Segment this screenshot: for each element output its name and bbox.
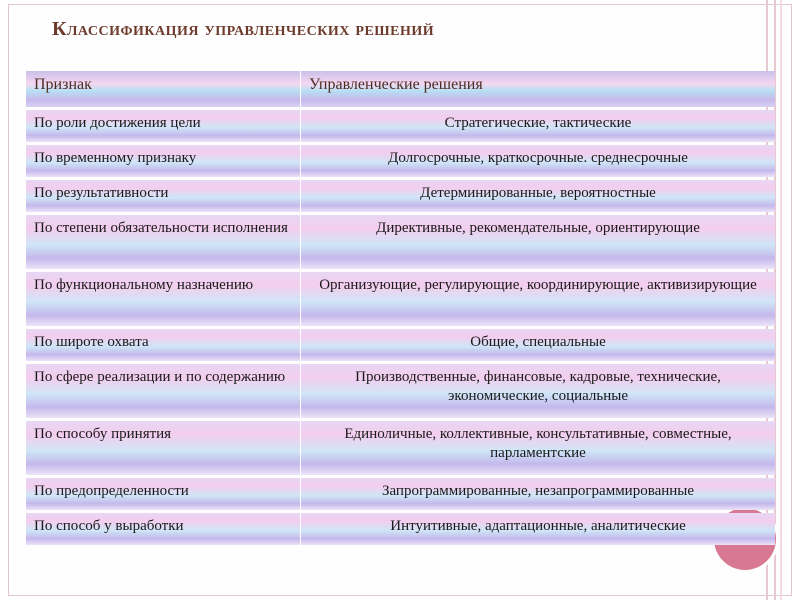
table-row [26,110,775,142]
header-criterion: Признак [26,71,301,107]
criterion-cell: По роли достижения цели [26,110,301,142]
criterion-cell: По временному признаку [26,145,301,177]
header-decisions: Управленческие решения [301,71,775,107]
decisions-cell: Общие, специальные [301,329,775,361]
decisions-cell: Производственные, финансовые, кадровые, технические, экономические, социальные [301,364,775,418]
table-row [26,478,775,510]
table-row [26,329,775,361]
decisions-cell: Запрограммированные, незапрограммированные [301,478,775,510]
criterion-cell: По способу принятия [26,421,301,475]
decisions-cell: Директивные, рекомендательные, ориентирующие [301,215,775,269]
table-row [26,272,775,326]
table-row [26,513,775,545]
criterion-cell: По результативности [26,180,301,212]
table-row [26,215,775,269]
criterion-cell: По широте охвата [26,329,301,361]
table-row [26,145,775,177]
table-row [26,364,775,418]
classification-table [26,68,775,548]
criterion-cell: По функциональному назначению [26,272,301,326]
decisions-cell: Интуитивные, адаптационные, аналитические [301,513,775,545]
criterion-cell: По степени обязательности исполнения [26,215,301,269]
decisions-cell: Детерминированные, вероятностные [301,180,775,212]
table-header-row [26,71,775,107]
decisions-cell: Долгосрочные, краткосрочные. среднесрочные [301,145,775,177]
page-title: Классификация управленческих решений [52,18,435,40]
decisions-cell: Стратегические, тактические [301,110,775,142]
table-row [26,421,775,475]
decisions-cell: Единоличные, коллективные, консультативные, совместные, парламентские [301,421,775,475]
criterion-cell: По способ у выработки [26,513,301,545]
criterion-cell: По предопределенности [26,478,301,510]
criterion-cell: По сфере реализации и по содержанию [26,364,301,418]
decisions-cell: Организующие, регулирующие, координирующие, активизирующие [301,272,775,326]
table-row [26,180,775,212]
